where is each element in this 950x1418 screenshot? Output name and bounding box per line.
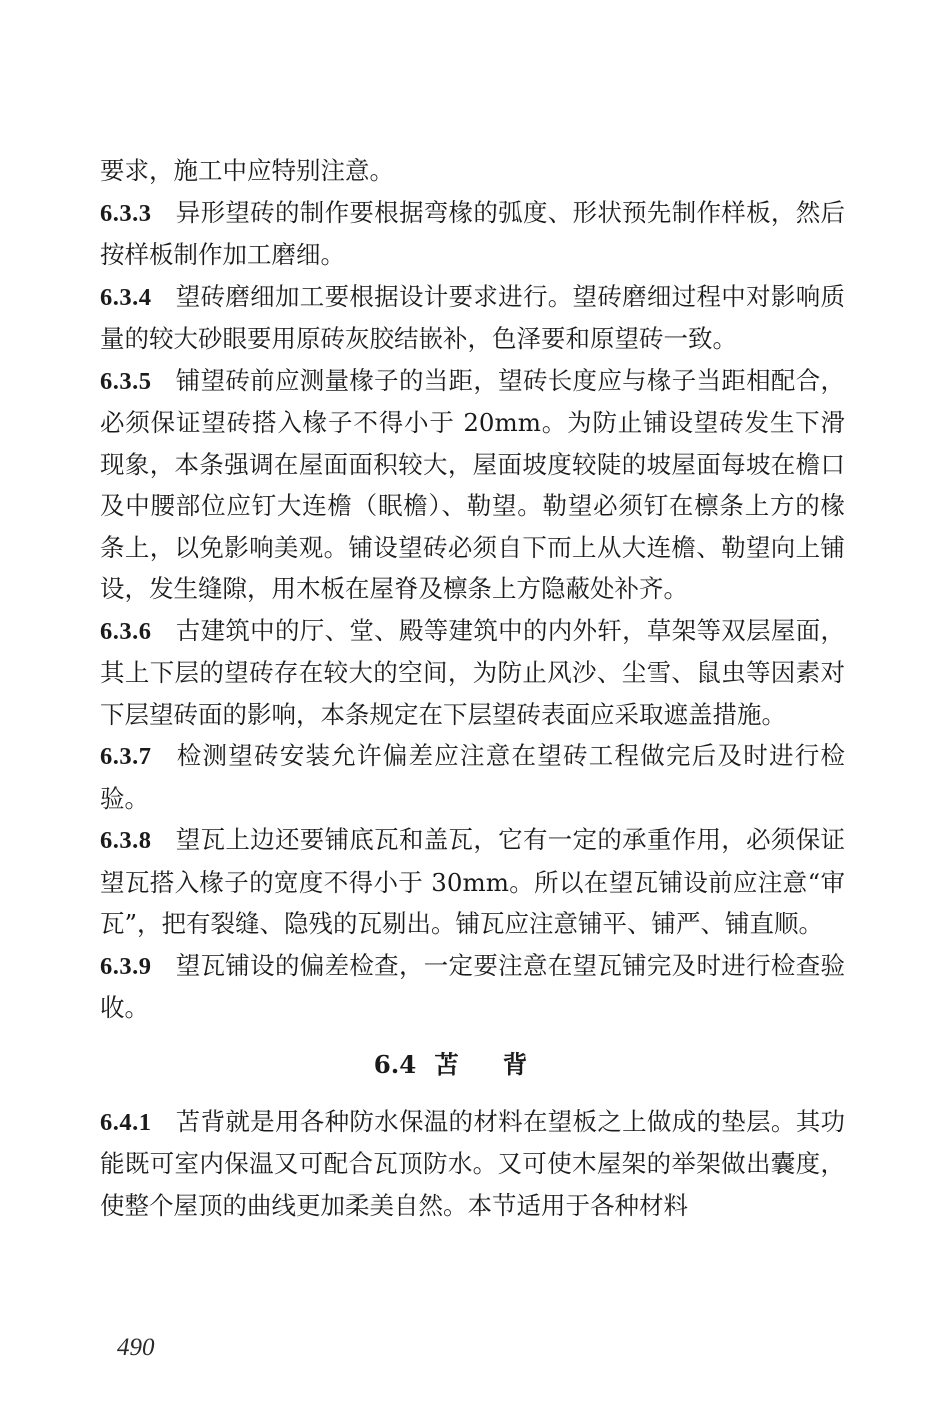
- paragraph-text: 苫背就是用各种防水保温的材料在望板之上做成的垫层。其功能既可室内保温又可配合瓦顶防水。又可使木屋架的举架做出囊度，使整个屋顶的曲线更加柔美自然。本节适用于各种材料: [100, 1106, 845, 1220]
- page-number: 490: [117, 1334, 155, 1361]
- paragraph-text: 望砖磨细加工要根据设计要求进行。望砖磨细过程中对影响质量的较大砂眼要用原砖灰胶结嵌补，色泽要和原望砖一致。: [100, 281, 845, 353]
- clause-number: 6.3.6: [100, 617, 152, 645]
- paragraph-text: 望瓦上边还要铺底瓦和盖瓦，它有一定的承重作用，必须保证望瓦搭入椽子的宽度不得小于 30mm。所以在望瓦铺设前应注意“审瓦”，把有裂缝、隐残的瓦剔出。铺瓦应注意铺平、铺严、铺直顺。: [100, 825, 845, 938]
- clause-6-3-5: [100, 360, 845, 610]
- clause-6-3-9: [100, 945, 845, 1029]
- body-text: [100, 150, 845, 1226]
- clause-6-3-8: [100, 819, 845, 945]
- clause-number: 6.3.8: [100, 827, 152, 854]
- clause-6-3-6: [100, 610, 845, 736]
- clause-number: 6.3.9: [100, 952, 152, 980]
- clause-number: 6.3.7: [100, 743, 152, 770]
- clause-number: 6.3.5: [100, 367, 152, 395]
- section-number: 6.4: [373, 1049, 417, 1079]
- paragraph-text: 异形望砖的制作要根据弯椽的弧度、形状预先制作样板，然后按样板制作加工磨细。: [100, 197, 845, 269]
- paragraph-text: 要求，施工中应特别注意。: [100, 156, 394, 185]
- clause-6-4-1: [100, 1101, 845, 1227]
- clause-number: 6.3.3: [100, 199, 152, 227]
- paragraph-text: 检测望砖安装允许偏差应注意在望砖工程做完后及时进行检验。: [100, 741, 845, 813]
- paragraph-text: 古建筑中的厅、堂、殿等建筑中的内外轩，草架等双层屋面，其上下层的望砖存在较大的空间，为防止风沙、尘雪、鼠虫等因素对下层望砖面的影响，本条规定在下层望砖表面应采取遮盖措施。: [100, 615, 845, 729]
- clause-number: 6.4.1: [100, 1108, 152, 1136]
- paragraph-text: 望瓦铺设的偏差检查，一定要注意在望瓦铺完及时进行检查验收。: [100, 950, 845, 1022]
- section-title: 苫背: [434, 1049, 572, 1079]
- clause-6-3-3: [100, 192, 845, 276]
- clause-6-3-7: [100, 735, 845, 819]
- section-heading: [100, 1043, 845, 1087]
- clause-number: 6.3.4: [100, 283, 152, 311]
- paragraph-continuation: [100, 150, 845, 192]
- paragraph-text: 铺望砖前应测量椽子的当距，望砖长度应与椽子当距相配合，必须保证望砖搭入椽子不得小于 20mm。为防止铺设望砖发生下滑现象，本条强调在屋面面积较大，屋面坡度较陡的坡屋面每坡在檐口及中腰部位应钉大连檐（眠檐）、勒望。勒望必须钉在檩条上方的椽条上，以免影响美观。铺设望砖必须自下而上从大连檐、勒望向上铺设，发生缝隙，用木板在屋脊及檩条上方隐蔽处补齐。: [100, 365, 845, 603]
- clause-6-3-4: [100, 276, 845, 360]
